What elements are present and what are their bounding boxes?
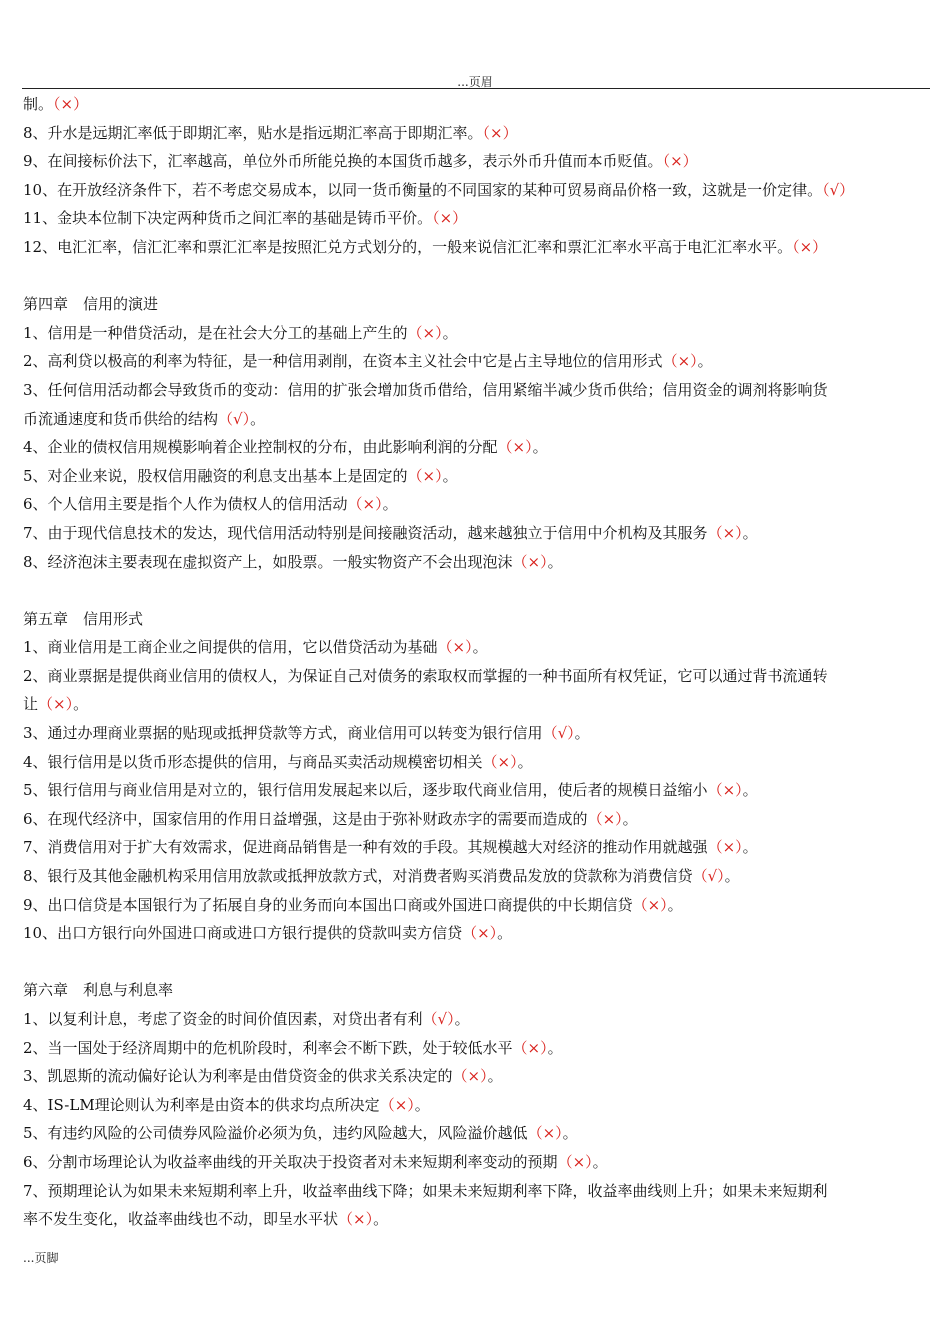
answer-mark: （×） xyxy=(707,838,743,857)
line-tail: 。 xyxy=(742,781,758,800)
question-line xyxy=(23,147,929,176)
question-line xyxy=(23,433,929,462)
answer-mark: （×） xyxy=(792,237,828,256)
line-text: 3、凯恩斯的流动偏好论认为利率是由借贷资金的供求关系决定的 xyxy=(23,1067,453,1086)
page-header: ...页眉 xyxy=(457,75,493,89)
line-text: 8、经济泡沫主要表现在虚拟资产上，如股票。一般实物资产不会出现泡沫 xyxy=(23,552,513,571)
question-line xyxy=(23,376,929,405)
answer-mark: （×） xyxy=(432,209,468,228)
question-line xyxy=(23,548,929,577)
line-tail: 。 xyxy=(622,809,638,828)
answer-mark: （×） xyxy=(437,638,473,657)
answer-mark: （×） xyxy=(662,352,698,371)
line-text: 5、有违约风险的公司债券风险溢价必须为负，违约风险越大，风险溢价越低 xyxy=(23,1124,528,1143)
line-text: 制。 xyxy=(23,95,54,113)
question-line xyxy=(23,119,929,148)
line-text: 2、高利贷以极高的利率为特征，是一种信用剥削，在资本主义社会中它是占主导地位的信用形式 xyxy=(23,352,663,371)
question-line xyxy=(23,1205,929,1234)
line-text: 率不发生变化，收益率曲线也不动，即呈水平状 xyxy=(23,1210,339,1229)
line-tail: 。 xyxy=(592,1152,608,1171)
answer-mark: （×） xyxy=(662,152,698,171)
chapter-heading xyxy=(23,605,929,634)
line-text: 8、银行及其他金融机构采用信用放款或抵押放款方式，对消费者购买消费品发放的贷款称为消费信贷 xyxy=(23,867,693,886)
answer-mark: （√） xyxy=(692,867,725,886)
line-tail: 。 xyxy=(497,924,513,943)
answer-mark: （×） xyxy=(557,1152,593,1171)
blank-line xyxy=(23,262,929,291)
question-line xyxy=(23,490,929,519)
answer-mark: （×） xyxy=(53,95,89,113)
question-line xyxy=(23,891,929,920)
answer-mark: （√） xyxy=(542,724,575,743)
answer-mark: （×） xyxy=(379,1095,415,1114)
line-text: 10、在开放经济条件下，若不考虑交易成本，以同一货币衡量的不同国家的某种可贸易商品价格一致，这就是一价定律。 xyxy=(23,180,823,199)
line-text: 10、出口方银行向外国进口商或进口方银行提供的贷款叫卖方信贷 xyxy=(23,924,463,943)
line-tail: 。 xyxy=(547,1038,563,1057)
answer-mark: （×） xyxy=(38,695,74,714)
answer-mark: （×） xyxy=(512,552,548,571)
question-line xyxy=(23,862,929,891)
question-line xyxy=(23,1119,929,1148)
blank-line xyxy=(23,948,929,977)
line-text: 11、金块本位制下决定两种货币之间汇率的基础是铸币平价。 xyxy=(23,209,433,228)
question-line xyxy=(23,1148,929,1177)
line-tail: 。 xyxy=(574,724,590,743)
answer-mark: （×） xyxy=(587,809,623,828)
line-text: 1、商业信用是工商企业之间提供的信用，它以借贷活动为基础 xyxy=(23,638,438,657)
question-line xyxy=(23,805,929,834)
question-line xyxy=(23,204,929,233)
line-text: 3、任何信用活动都会导致货币的变动：信用的扩张会增加货币借给，信用紧缩半减少货币供给；信用资金的调剂将影响货 xyxy=(23,380,828,399)
line-text: 6、个人信用主要是指个人作为债权人的信用活动 xyxy=(23,495,348,514)
answer-mark: （×） xyxy=(338,1210,374,1229)
line-tail: 。 xyxy=(414,1095,430,1114)
question-line xyxy=(23,690,929,719)
answer-mark: （×） xyxy=(407,323,443,342)
line-text: 2、商业票据是提供商业信用的债权人，为保证自己对债务的索取权而掌握的一种书面所有权凭证，它可以通过背书流通转 xyxy=(23,666,828,685)
line-text: 6、分割市场理论认为收益率曲线的开关取决于投资者对未来短期利率变动的预期 xyxy=(23,1152,558,1171)
answer-mark: （√） xyxy=(218,409,251,428)
question-line xyxy=(23,319,929,348)
question-line xyxy=(23,833,929,862)
line-text: 3、通过办理商业票据的贴现或抵押贷款等方式，商业信用可以转变为银行信用 xyxy=(23,724,543,743)
chapter-heading xyxy=(23,290,929,319)
page-footer: ...页脚 xyxy=(23,1251,59,1265)
line-text: 7、预期理论认为如果未来短期利率上升，收益率曲线下降；如果未来短期利率下降，收益率曲线则上升；如果未来短期利 xyxy=(23,1181,828,1200)
line-tail: 。 xyxy=(547,552,563,571)
line-text: 2、当一国处于经济周期中的危机阶段时，利率会不断下跌，处于较低水平 xyxy=(23,1038,513,1057)
line-tail: 。 xyxy=(562,1124,578,1143)
line-tail: 。 xyxy=(373,1210,389,1229)
line-text: 12、电汇汇率，信汇汇率和票汇汇率是按照汇兑方式划分的，一般来说信汇汇率和票汇汇率水平高于电汇汇率水平。 xyxy=(23,237,793,256)
answer-mark: （×） xyxy=(462,924,498,943)
line-text: 第五章 信用形式 xyxy=(23,609,144,628)
question-line xyxy=(23,519,929,548)
question-line xyxy=(23,1005,929,1034)
line-text: 4、企业的债权信用规模影响着企业控制权的分布，由此影响利润的分配 xyxy=(23,438,498,457)
line-text: 6、在现代经济中，国家信用的作用日益增强，这是由于弥补财政赤字的需要而造成的 xyxy=(23,809,588,828)
answer-mark: （×） xyxy=(632,895,668,914)
line-text: 第六章 利息与利息率 xyxy=(23,981,174,1000)
line-tail: 。 xyxy=(697,352,713,371)
line-text: 7、由于现代信息技术的发达，现代信用活动特别是间接融资活动，越来越独立于信用中介机构及其服务 xyxy=(23,523,708,542)
answer-mark: （×） xyxy=(527,1124,563,1143)
line-tail: 。 xyxy=(442,323,458,342)
header-rule xyxy=(22,88,930,89)
question-line xyxy=(23,1062,929,1091)
question-line xyxy=(23,233,929,262)
answer-mark: （×） xyxy=(482,752,518,771)
line-text: 9、出口信贷是本国银行为了拓展自身的业务而向本国出口商或外国进口商提供的中长期信贷 xyxy=(23,895,633,914)
document-body xyxy=(23,90,929,1234)
line-text: 4、银行信用是以货币形态提供的信用，与商品买卖活动规模密切相关 xyxy=(23,752,483,771)
answer-mark: （√） xyxy=(822,180,855,199)
line-tail: 。 xyxy=(742,838,758,857)
answer-mark: （×） xyxy=(707,781,743,800)
question-line xyxy=(23,405,929,434)
question-line xyxy=(23,633,929,662)
question-line xyxy=(23,776,929,805)
answer-mark: （×） xyxy=(512,1038,548,1057)
question-line xyxy=(23,1034,929,1063)
question-line xyxy=(23,719,929,748)
question-line xyxy=(23,662,929,691)
answer-mark: （√） xyxy=(422,1010,455,1028)
line-tail: 。 xyxy=(382,495,398,514)
line-text: 让 xyxy=(23,695,39,714)
question-line xyxy=(23,347,929,376)
line-tail: 。 xyxy=(667,895,683,914)
question-line xyxy=(23,176,929,205)
line-text: 9、在间接标价法下，汇率越高，单位外币所能兑换的本国货币越多，表示外币升值而本币贬值。 xyxy=(23,152,663,171)
line-tail: 。 xyxy=(487,1067,503,1086)
line-tail: 。 xyxy=(532,438,548,457)
line-tail: 。 xyxy=(472,638,488,657)
answer-mark: （×） xyxy=(497,438,533,457)
answer-mark: （×） xyxy=(707,523,743,542)
question-line xyxy=(23,90,929,119)
line-tail: 。 xyxy=(250,409,266,428)
line-tail: 。 xyxy=(73,695,89,714)
question-line xyxy=(23,919,929,948)
line-text: 第四章 信用的演进 xyxy=(23,295,159,314)
line-tail: 。 xyxy=(517,752,533,771)
answer-mark: （×） xyxy=(452,1067,488,1086)
question-line xyxy=(23,1177,929,1206)
line-text: 7、消费信用对于扩大有效需求，促进商品销售是一种有效的手段。其规模越大对经济的推动作用就越强 xyxy=(23,838,708,857)
question-line xyxy=(23,1091,929,1120)
answer-mark: （×） xyxy=(482,123,518,142)
answer-mark: （×） xyxy=(347,495,383,514)
line-tail: 。 xyxy=(442,466,458,485)
line-text: 币流通速度和货币供给的结构 xyxy=(23,409,219,428)
line-text: 4、IS-LM理论则认为利率是由资本的供求均点所决定 xyxy=(23,1095,380,1114)
question-line xyxy=(23,462,929,491)
line-text: 8、升水是远期汇率低于即期汇率，贴水是指远期汇率高于即期汇率。 xyxy=(23,123,483,142)
line-text: 1、信用是一种借贷活动，是在社会大分工的基础上产生的 xyxy=(23,323,408,342)
chapter-heading xyxy=(23,976,929,1005)
blank-line xyxy=(23,576,929,605)
line-tail: 。 xyxy=(454,1010,470,1028)
line-tail: 。 xyxy=(742,523,758,542)
question-line xyxy=(23,748,929,777)
line-tail: 。 xyxy=(724,867,740,886)
line-text: 5、银行信用与商业信用是对立的，银行信用发展起来以后，逐步取代商业信用，使后者的规模日益缩小 xyxy=(23,781,708,800)
line-text: 1、以复利计息，考虑了资金的时间价值因素，对贷出者有利 xyxy=(23,1010,423,1028)
answer-mark: （×） xyxy=(407,466,443,485)
line-text: 5、对企业来说，股权信用融资的利息支出基本上是固定的 xyxy=(23,466,408,485)
